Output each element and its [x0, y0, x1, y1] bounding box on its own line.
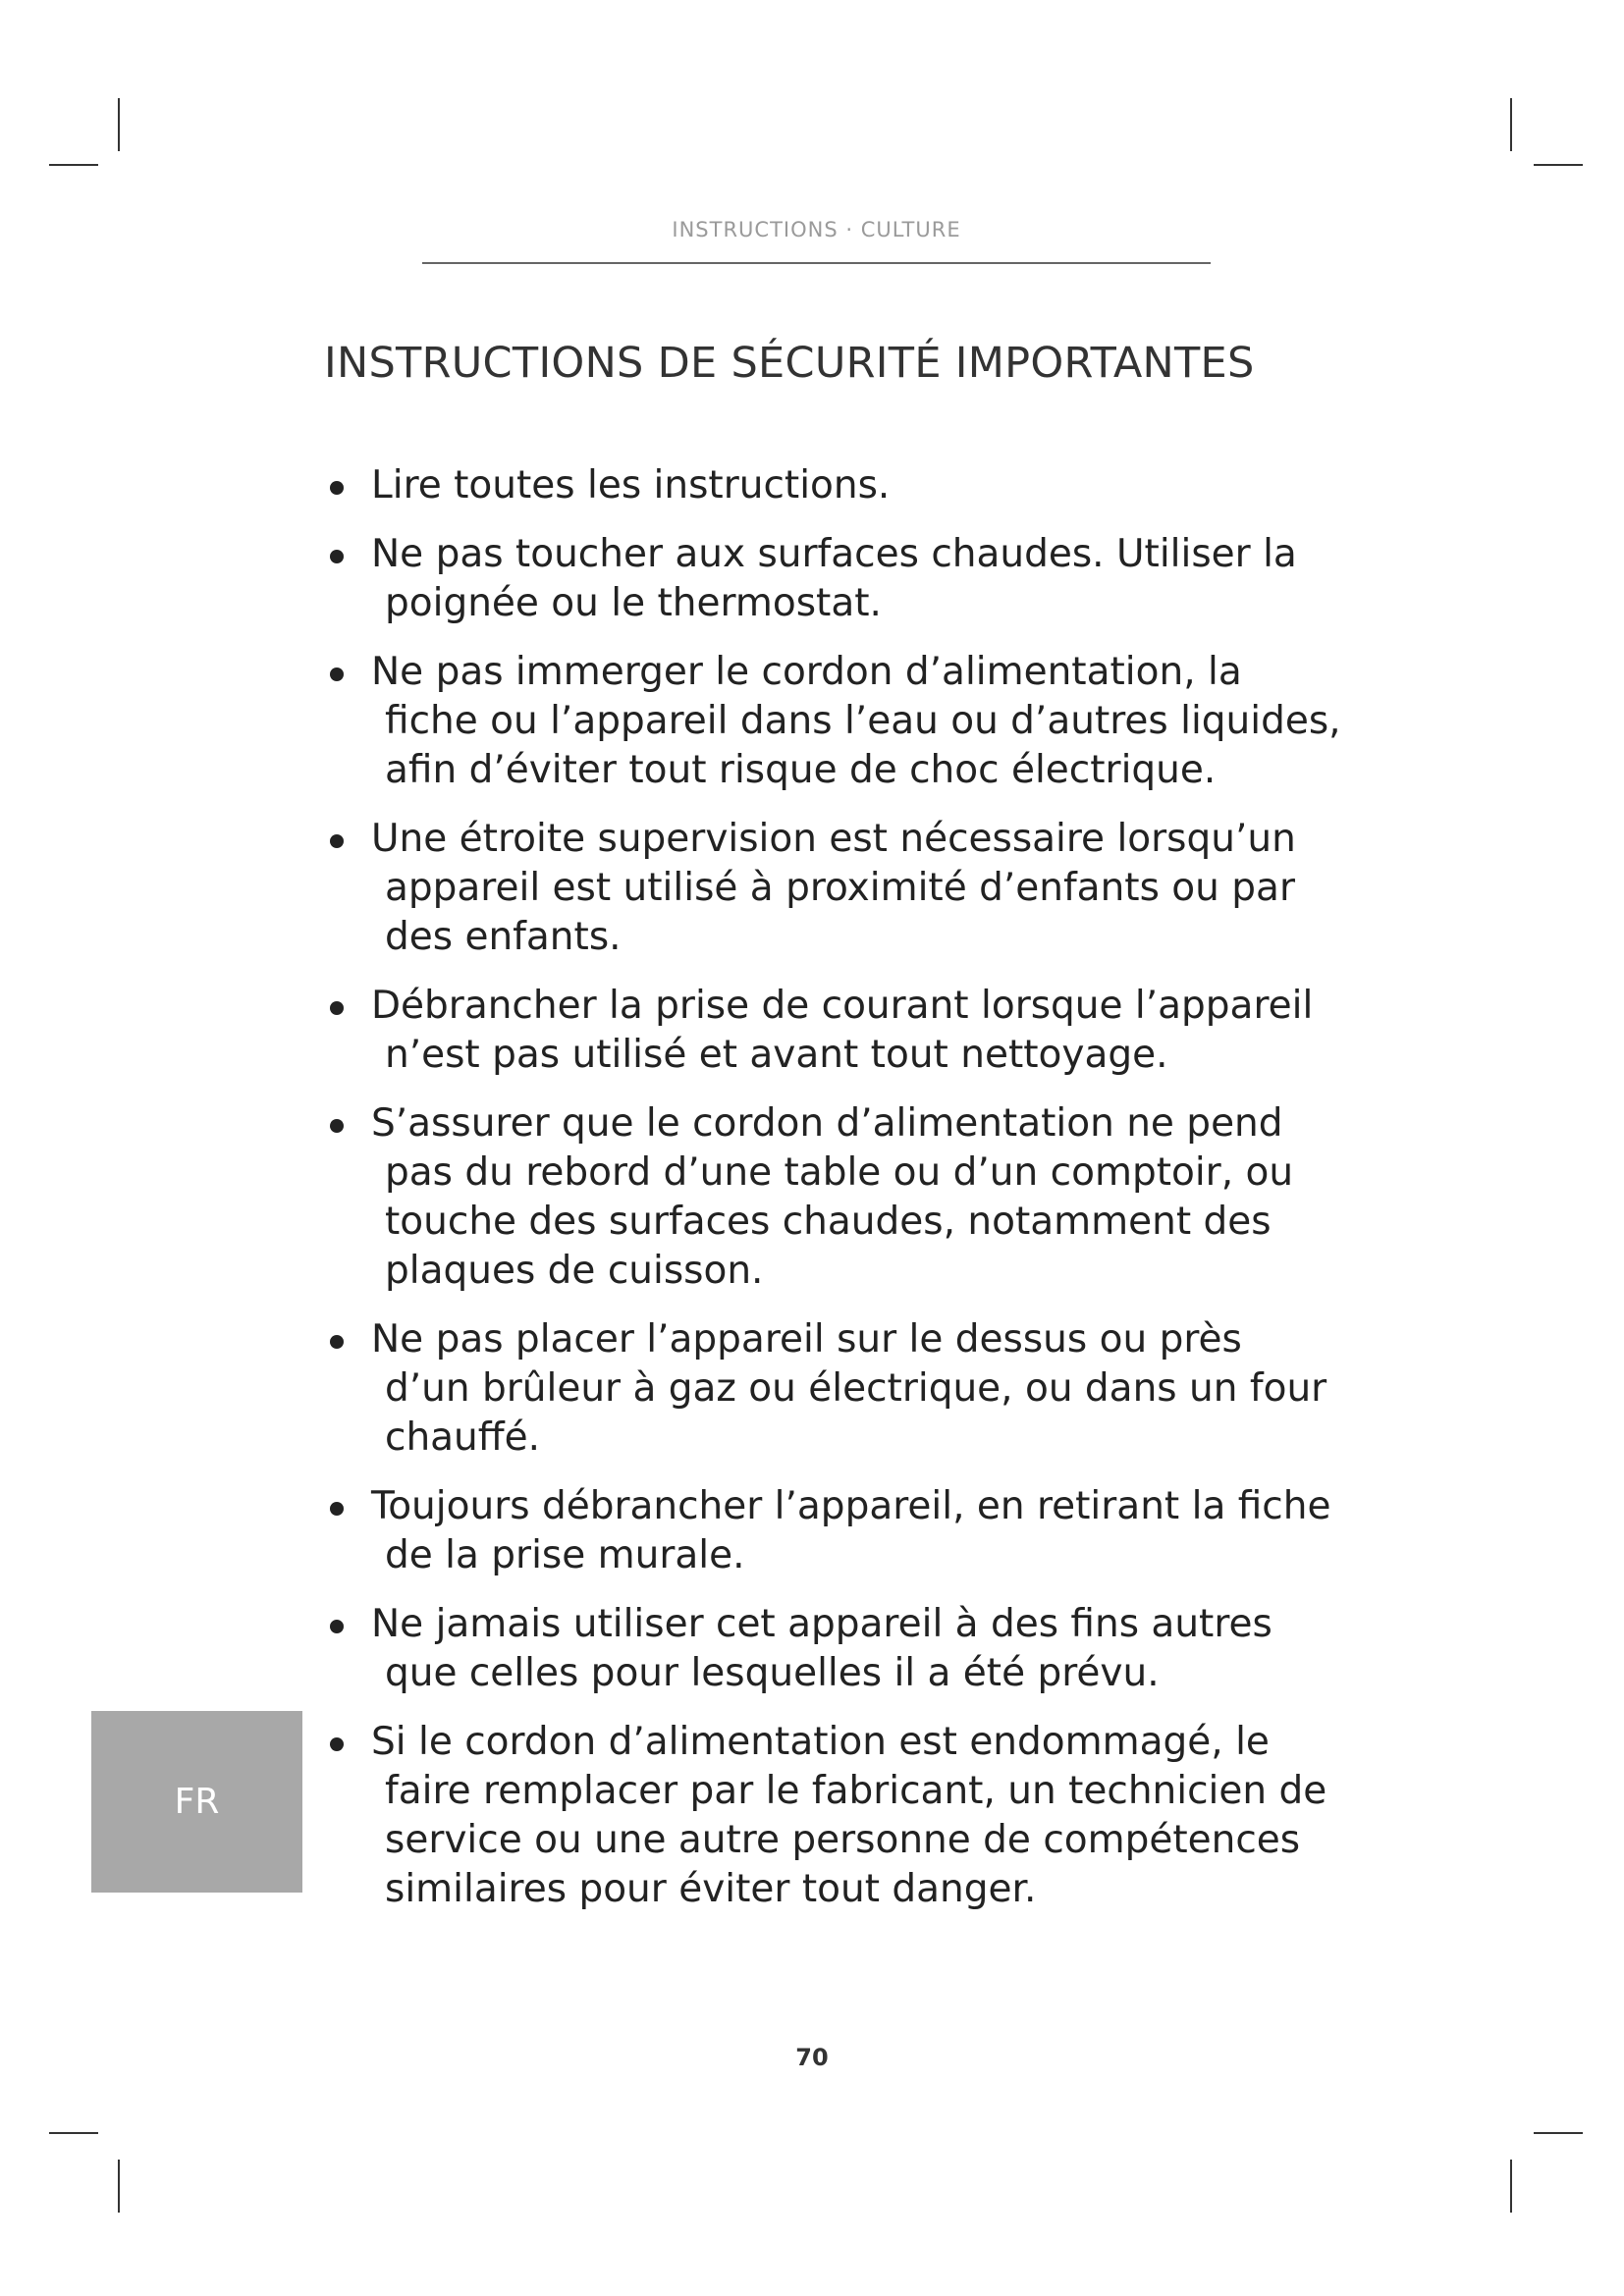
list-item [324, 1315, 1384, 1463]
bullet-icon [330, 667, 344, 681]
list-item-line: Ne pas placer l’appareil sur le dessus ou près [371, 1317, 1242, 1362]
list-item-line: Ne pas toucher aux surfaces chaudes. Utiliser la [371, 532, 1297, 576]
list-item-line: de la prise murale. [385, 1533, 745, 1577]
bullet-icon [330, 1502, 344, 1516]
list-item-line: Si le cordon d’alimentation est endommagé, le [371, 1720, 1270, 1764]
list-item-line: Ne jamais utiliser cet appareil à des fins autres [371, 1602, 1272, 1646]
bullet-icon [330, 550, 344, 563]
header-rule [422, 262, 1211, 264]
list-item-line: touche des surfaces chaudes, notamment des [385, 1200, 1272, 1244]
list-item-line: faire remplacer par le fabricant, un technicien de [385, 1769, 1327, 1813]
list-item-line: service ou une autre personne de compétences [385, 1818, 1301, 1862]
bullet-icon [330, 1119, 344, 1133]
list-item-line: n’est pas utilisé et avant tout nettoyage. [385, 1033, 1168, 1077]
bullet-icon [330, 1620, 344, 1633]
list-item [324, 530, 1384, 628]
list-item-line: d’un brûleur à gaz ou électrique, ou dans un four [385, 1366, 1327, 1411]
list-item [324, 1600, 1384, 1698]
crop-mark-top-right-horizontal [1534, 164, 1583, 166]
list-item-line: plaques de cuisson. [385, 1249, 764, 1293]
crop-mark-bottom-left-horizontal [49, 2132, 98, 2134]
crop-mark-top-right-vertical [1510, 98, 1512, 151]
list-item-line: Toujours débrancher l’appareil, en retirant la fiche [371, 1484, 1331, 1528]
list-item-line: que celles pour lesquelles il a été prévu. [385, 1651, 1160, 1695]
list-item-line: fiche ou l’appareil dans l’eau ou d’autres liquides, [385, 699, 1341, 743]
crop-mark-top-left-horizontal [49, 164, 98, 166]
list-item [324, 648, 1384, 795]
crop-mark-top-left-vertical [118, 98, 120, 151]
language-tab [91, 1711, 302, 1893]
list-item-line: similaires pour éviter tout danger. [385, 1867, 1037, 1911]
list-item [324, 461, 1384, 510]
list-item [324, 815, 1384, 962]
page-number: 70 [795, 2044, 829, 2071]
list-item [324, 982, 1384, 1080]
bullet-icon [330, 1737, 344, 1751]
list-item-line: S’assurer que le cordon d’alimentation ne pend [371, 1101, 1283, 1146]
safety-instructions-list [324, 461, 1384, 1934]
list-item [324, 1099, 1384, 1296]
list-item-line: afin d’éviter tout risque de choc électrique. [385, 748, 1217, 792]
list-item [324, 1482, 1384, 1580]
running-header: INSTRUCTIONS · CULTURE [672, 218, 961, 241]
list-item [324, 1718, 1384, 1914]
list-item-line: Ne pas immerger le cordon d’alimentation, la [371, 650, 1242, 694]
page-title: INSTRUCTIONS DE SÉCURITÉ IMPORTANTES [324, 339, 1255, 388]
list-item-line: chauffé. [385, 1415, 541, 1460]
list-item-line: Lire toutes les instructions. [371, 463, 891, 507]
list-item-line: pas du rebord d’une table ou d’un comptoir, ou [385, 1150, 1294, 1195]
list-item-line: appareil est utilisé à proximité d’enfants ou par [385, 866, 1295, 910]
crop-mark-bottom-right-vertical [1510, 2160, 1512, 2213]
list-item-line: Débrancher la prise de courant lorsque l’appareil [371, 984, 1314, 1028]
language-tab-label: FR [174, 1782, 220, 1822]
bullet-icon [330, 1001, 344, 1015]
list-item-line: des enfants. [385, 915, 622, 959]
list-item-line: poignée ou le thermostat. [385, 581, 882, 625]
bullet-icon [330, 481, 344, 495]
list-item-line: Une étroite supervision est nécessaire lorsqu’un [371, 817, 1296, 861]
crop-mark-bottom-left-vertical [118, 2160, 120, 2213]
crop-mark-bottom-right-horizontal [1534, 2132, 1583, 2134]
bullet-icon [330, 834, 344, 848]
bullet-icon [330, 1335, 344, 1349]
